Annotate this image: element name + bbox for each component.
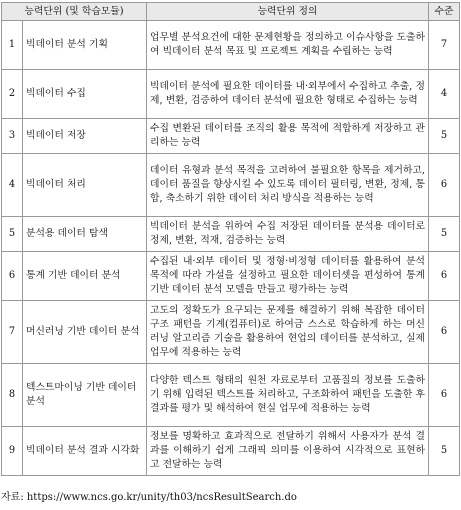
row-number: 2 [2, 70, 23, 119]
header-definition: 능력단위 정의 [147, 3, 429, 21]
unit-level: 6 [429, 364, 460, 427]
unit-definition: 업무별 분석요건에 대한 문제현황을 정의하고 이슈사항을 도출하여 빅데이터 분석 목표 및 프로젝트 계획을 수립하는 능력 [147, 21, 429, 70]
row-number: 8 [2, 364, 23, 427]
unit-definition: 빅데이터 분석을 위하여 수집 저장된 데이터를 분석용 데이터로 정제, 변환, 적재, 검증하는 능력 [147, 217, 429, 252]
unit-definition: 다양한 텍스트 형태의 원천 자료로부터 고품질의 정보를 도출하기 위해 입력된 텍스트를 처리하고, 구조화하여 패턴을 도출한 후 결과를 평가 및 해석하여 현실 업무에 적용하는 능력 [147, 364, 429, 427]
row-number: 7 [2, 301, 23, 364]
unit-name: 통계 기반 데이터 분석 [23, 252, 147, 301]
table-row [2, 70, 460, 119]
unit-level: 7 [429, 21, 460, 70]
table-row [2, 217, 460, 252]
competency-table [1, 2, 460, 476]
unit-name: 머신러닝 기반 데이터 분석 [23, 301, 147, 364]
unit-name: 빅데이터 처리 [23, 154, 147, 217]
unit-definition: 고도의 정확도가 요구되는 문제를 해결하기 위해 복잡한 데이터 구조 패턴을 기계(컴퓨터)로 하여금 스스로 학습하게 하는 머신러닝 알고리즘 기술을 활용하여 현업의 데이터를 분석하고, 실제 업무에 적용하는 능력 [147, 301, 429, 364]
table-row [2, 427, 460, 476]
row-number: 3 [2, 119, 23, 154]
source-note: 자료: https://www.ncs.go.kr/unity/th03/ncsResultSearch.do [1, 492, 297, 503]
table-row [2, 21, 460, 70]
row-number: 6 [2, 252, 23, 301]
unit-name: 텍스트마이닝 기반 데이터 분석 [23, 364, 147, 427]
unit-name: 분석용 데이터 탐색 [23, 217, 147, 252]
unit-definition: 빅데이터 분석에 필요한 데이터를 내·외부에서 수집하고 추출, 정제, 변환, 검증하여 데이터 분석에 필요한 형태로 수집하는 능력 [147, 70, 429, 119]
unit-definition: 정보를 명확하고 효과적으로 전달하기 위해서 사용자가 분석 결과를 이해하기 쉽게 그래픽 의미를 이용하여 시각적으로 표현하고 전달하는 능력 [147, 427, 429, 476]
row-number: 1 [2, 21, 23, 70]
unit-name: 빅데이터 수집 [23, 70, 147, 119]
header-unit: 능력단위 (및 학습모듈) [2, 3, 147, 21]
unit-level: 6 [429, 301, 460, 364]
unit-name: 빅데이터 분석 기획 [23, 21, 147, 70]
unit-name: 빅데이터 저장 [23, 119, 147, 154]
table-row [2, 364, 460, 427]
table-row [2, 301, 460, 364]
unit-definition: 수집된 내·외부 데이터 및 정형·비정형 데이터를 활용하여 분석 목적에 따라 가설을 설정하고 필요한 데이터셋을 편성하여 통계기반 데이터 분석 모델을 만들고 평가하는 능력 [147, 252, 429, 301]
unit-level: 5 [429, 119, 460, 154]
header-level: 수준 [429, 3, 460, 21]
table-header-row [2, 3, 460, 21]
row-number: 5 [2, 217, 23, 252]
unit-level: 6 [429, 154, 460, 217]
row-number: 4 [2, 154, 23, 217]
unit-definition: 수집 변환된 데이터를 조직의 활용 목적에 적합하게 저장하고 관리하는 능력 [147, 119, 429, 154]
unit-level: 4 [429, 70, 460, 119]
unit-definition: 데이터 유형과 분석 목적을 고려하여 불필요한 항목을 제거하고, 데이터 품질을 향상시킬 수 있도록 데이터 필터링, 변환, 정제, 통합, 축소하기 위한 데이터 처리 방식을 적용하는 능력 [147, 154, 429, 217]
table-row [2, 154, 460, 217]
table-row [2, 119, 460, 154]
table-row [2, 252, 460, 301]
unit-level: 5 [429, 217, 460, 252]
unit-name: 빅데이터 분석 결과 시각화 [23, 427, 147, 476]
row-number: 9 [2, 427, 23, 476]
unit-level: 6 [429, 252, 460, 301]
unit-level: 5 [429, 427, 460, 476]
